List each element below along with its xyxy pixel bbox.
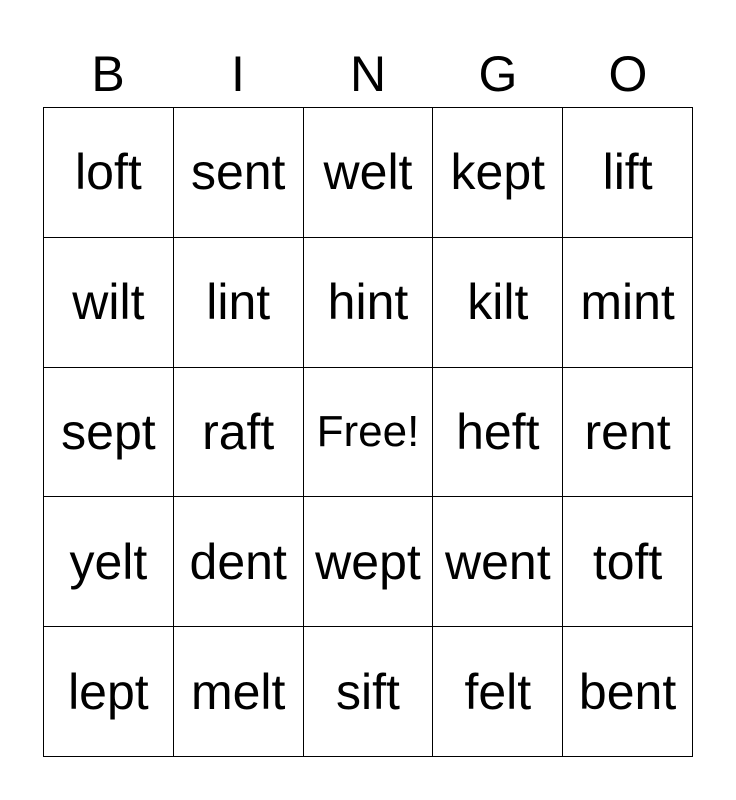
bingo-cell: kilt	[433, 238, 563, 368]
bingo-cell: sent	[174, 108, 304, 238]
bingo-cell: dent	[174, 497, 304, 627]
bingo-cell: mint	[563, 238, 693, 368]
bingo-cell: melt	[174, 627, 304, 757]
header-letter-o: O	[608, 46, 648, 102]
bingo-cell: welt	[304, 108, 434, 238]
bingo-cell: toft	[563, 497, 693, 627]
bingo-cell: lept	[44, 627, 174, 757]
bingo-cell: raft	[174, 368, 304, 498]
bingo-grid	[43, 107, 693, 757]
header-letter-i: I	[231, 46, 245, 102]
header-letter-g: G	[478, 46, 518, 102]
bingo-cell: felt	[433, 627, 563, 757]
bingo-cell: sept	[44, 368, 174, 498]
bingo-cell: lift	[563, 108, 693, 238]
bingo-cell: yelt	[44, 497, 174, 627]
bingo-cell: rent	[563, 368, 693, 498]
header-letter-b: B	[91, 46, 125, 102]
bingo-cell: wilt	[44, 238, 174, 368]
bingo-cell: wept	[304, 497, 434, 627]
bingo-cell: bent	[563, 627, 693, 757]
bingo-cell: sift	[304, 627, 434, 757]
bingo-cell: heft	[433, 368, 563, 498]
bingo-cell: kept	[433, 108, 563, 238]
bingo-cell: lint	[174, 238, 304, 368]
header-letter-n: N	[349, 46, 387, 102]
free-space-cell: Free!	[304, 368, 434, 498]
bingo-header	[43, 44, 693, 104]
bingo-cell: loft	[44, 108, 174, 238]
bingo-cell: hint	[304, 238, 434, 368]
bingo-cell: went	[433, 497, 563, 627]
